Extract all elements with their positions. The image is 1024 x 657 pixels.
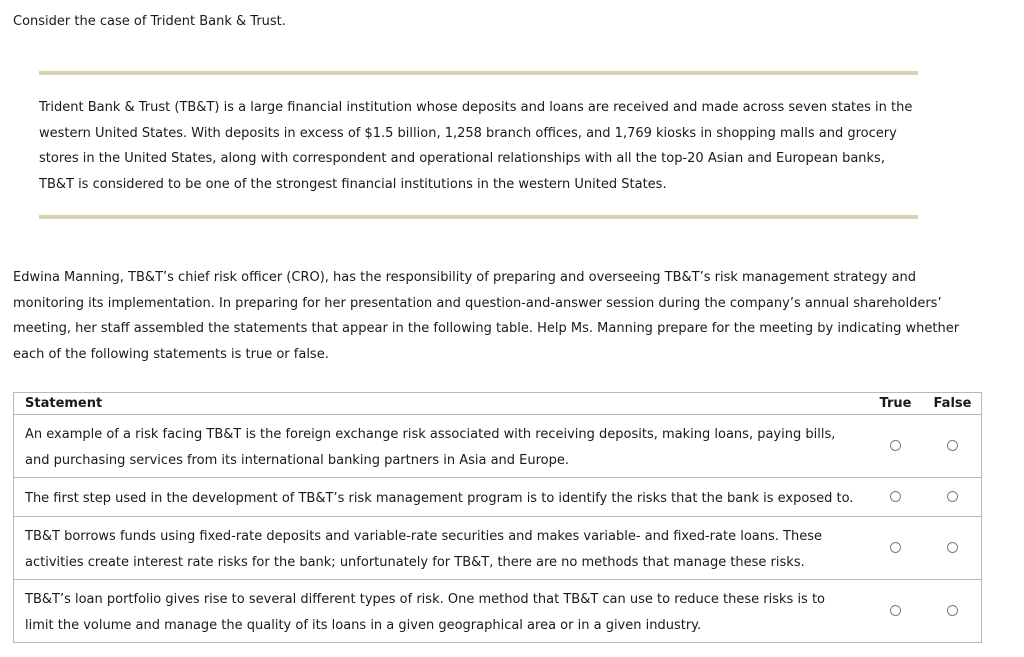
table-header-row [14,393,982,415]
statement-text: TB&T borrows funds using fixed-rate deposits and variable-rate securities and makes variable- and fixed-rate loans. These activities create interest rate risks for the bank; unfortunately for TB&T, there are no methods that manage these risks. [14,517,868,580]
false-radio[interactable] [947,605,958,616]
statement-text: The first step used in the development of TB&T’s risk management program is to identify the risks that the bank is exposed to. [14,478,868,517]
false-option-cell [924,478,982,517]
true-option-cell [867,580,924,643]
table-row [14,580,982,643]
statement-text: An example of a risk facing TB&T is the foreign exchange risk associated with receiving deposits, making loans, paying bills, and purchasing services from its international banking partners in Asia and Europe. [14,415,868,478]
question-text: Edwina Manning, TB&T’s chief risk officer (CRO), has the responsibility of preparing and overseeing TB&T’s risk management strategy and monitoring its implementation. In preparing for her presentation and question-and-answer session during the company’s annual shareholders’ meeting, her staff assembled the statements that appear in the following table. Help Ms. Manning prepare for the meeting by indicating whether each of the following statements is true or false. [13,270,960,362]
true-option-cell [867,517,924,580]
statement-text: TB&T’s loan portfolio gives rise to several different types of risk. One method that TB&T can use to reduce these risks is to limit the volume and manage the quality of its loans in a given geographical area or in a given industry. [14,580,868,643]
intro-text: Consider the case of Trident Bank & Trust. [13,14,286,29]
true-radio[interactable] [890,491,901,502]
false-radio[interactable] [947,440,958,451]
table-row [14,517,982,580]
false-radio[interactable] [947,542,958,553]
header-false: False [924,393,982,415]
case-bottom-rule [39,215,918,219]
case-text: Trident Bank & Trust (TB&T) is a large financial institution whose deposits and loans are received and made across seven states in the western United States. With deposits in excess of $1.5 billion, 1,258 branch offices, and 1,769 kiosks in shopping malls and grocery stores in the United States, along with correspondent and operational relationships with all the top-20 Asian and European banks, TB&T is considered to be one of the strongest financial institutions in the western United States. [39,100,913,192]
false-option-cell [924,415,982,478]
true-option-cell [867,415,924,478]
false-option-cell [924,580,982,643]
true-radio[interactable] [890,542,901,553]
true-radio[interactable] [890,440,901,451]
statements-table [13,392,982,643]
table-row [14,478,982,517]
header-statement: Statement [14,393,868,415]
case-box [39,71,918,219]
false-radio[interactable] [947,491,958,502]
false-option-cell [924,517,982,580]
header-true: True [867,393,924,415]
true-radio[interactable] [890,605,901,616]
true-option-cell [867,478,924,517]
case-top-rule [39,71,918,75]
table-row [14,415,982,478]
